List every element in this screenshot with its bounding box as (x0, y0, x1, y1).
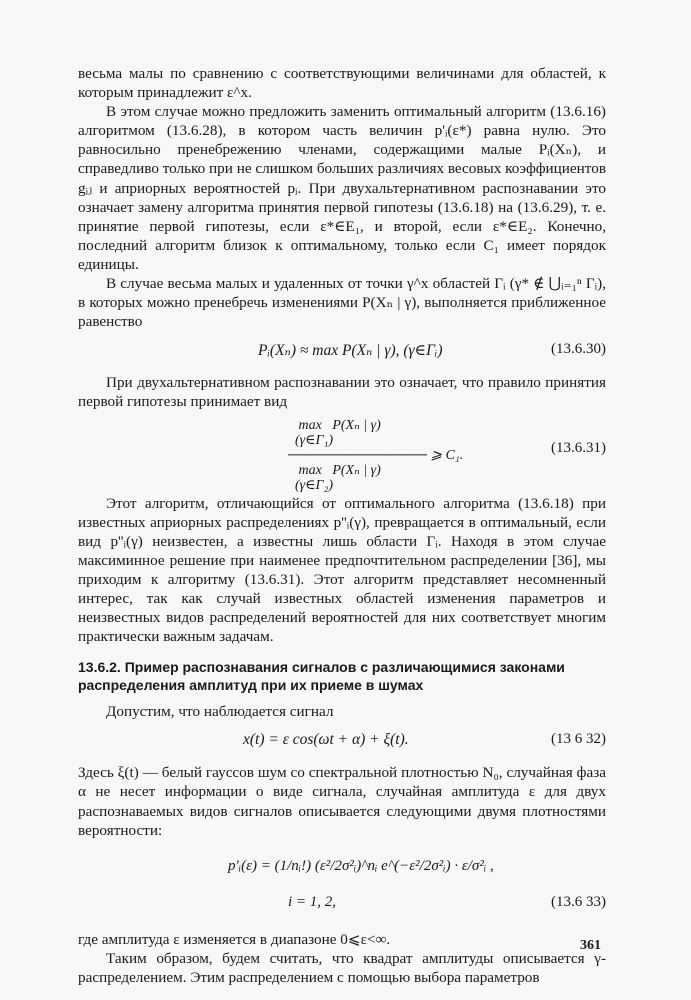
equation-number: (13.6.31) (551, 439, 606, 456)
paragraph-7: Здесь ξ(t) — белый гауссов шум со спектральной плотностью N₀, случайная фаза α не несет информации о виде сигнала, случайная амплитуда ε для двух распознаваемых видов сигналов описывается следующими двумя плотностями вероятности: (78, 764, 606, 839)
paragraph-6: Допустим, что наблюдается сигнал (106, 703, 334, 721)
page-body (78, 64, 606, 987)
paragraph-3: В случае весьма малых и удаленных от точки γ^x областей Γᵢ (γ* ∉ ⋃ᵢ₌₁ⁿ Γᵢ), в которых можно пренебречь изменениями P(Xₙ | γ), выполняется приближенное равенство (78, 275, 606, 331)
equation-index: i = 1, 2, (288, 893, 337, 910)
paragraph-1: весьма малы по сравнению с соответствующими величинами для областей, к которым принадлежит ε^x. (78, 65, 606, 102)
equation-formula: p'ᵢ(ε) = (1/nᵢ!) (ε²/2σ²ᵢ)^nᵢ e^(−ε²/2σ²ᵢ) · ε/σ²ᵢ , (228, 857, 494, 874)
paragraph-9: Таким образом, будем считать, что квадрат амплитуды описывается γ-распределением. Этим распределением с помощью выбора параметров (78, 949, 606, 986)
equation-number: (13.6 33) (551, 893, 606, 910)
equation-number: (13 6 32) (551, 731, 606, 748)
paragraph-2: В этом случае можно предложить заменить оптимальный алгоритм (13.6.16) алгоритмом (13.6.28), в котором часть величин p'ᵢ(ε*) равна нулю. Это равносильно пренебрежению членами, содержащими малые Pᵢ(Xₙ), и справедливо только при не слишком больших различиях весовых коэффициентов gᵢⱼ и априорных вероятностей pᵢ. При двухальтернативном распознавании это означает замену алгоритма принятия первой гипотезы (13.6.18) на (13.6.29), т. е. принятие первой гипотезы, если ε*∈E₁, и второй, если ε*∈E₂. Конечно, последний алгоритм близок к оптимальному, только если C₁ имеет порядок единицы. (78, 103, 607, 273)
equation-number: (13.6.30) (551, 341, 606, 358)
equation-13-6-30 (78, 337, 606, 367)
equation-formula: max P(Xₙ | γ) (γ∈Γ₁) ────────────── ⩾ C₁. max P(Xₙ | γ) (γ∈Γ₂) (288, 417, 464, 493)
paragraph-4: При двухальтернативном распознавании это означает, что правило принятия первой гипотезы принимает вид (78, 374, 606, 411)
page-number: 361 (580, 938, 601, 953)
section-heading: 13.6.2. Пример распознавания сигналов с различающимися законами распределения амплитуд при их приеме в шумах (78, 659, 565, 694)
equation-13-6-32 (78, 727, 606, 757)
equation-13-6-33 (78, 846, 606, 924)
equation-formula: Pᵢ(Xₙ) ≈ max P(Xₙ | γ), (γ∈Γᵢ) (258, 342, 443, 360)
equation-13-6-31 (78, 417, 606, 493)
paragraph-5: Этот алгоритм, отличающийся от оптимального алгоритма (13.6.18) при известных априорных распределениях p''ᵢ(γ), превращается в оптимальный, если вид p''ᵢ(γ) неизвестен, а известны лишь области Γᵢ. Находя в этом случае максиминное решение при наименее предпочтительном распределении [36], мы приходим к алгоритму (13.6.31). Этот алгоритм представляет несомненный интерес, так как случай известных областей изменения параметров и неизвестных видов распределений вероятностей для них соответствует многим практически важным задачам. (78, 494, 606, 646)
paragraph-8: где амплитуда ε изменяется в диапазоне 0⩽ε<∞. (78, 930, 391, 948)
equation-formula: x(t) = ε cos(ωt + α) + ξ(t). (243, 731, 409, 749)
